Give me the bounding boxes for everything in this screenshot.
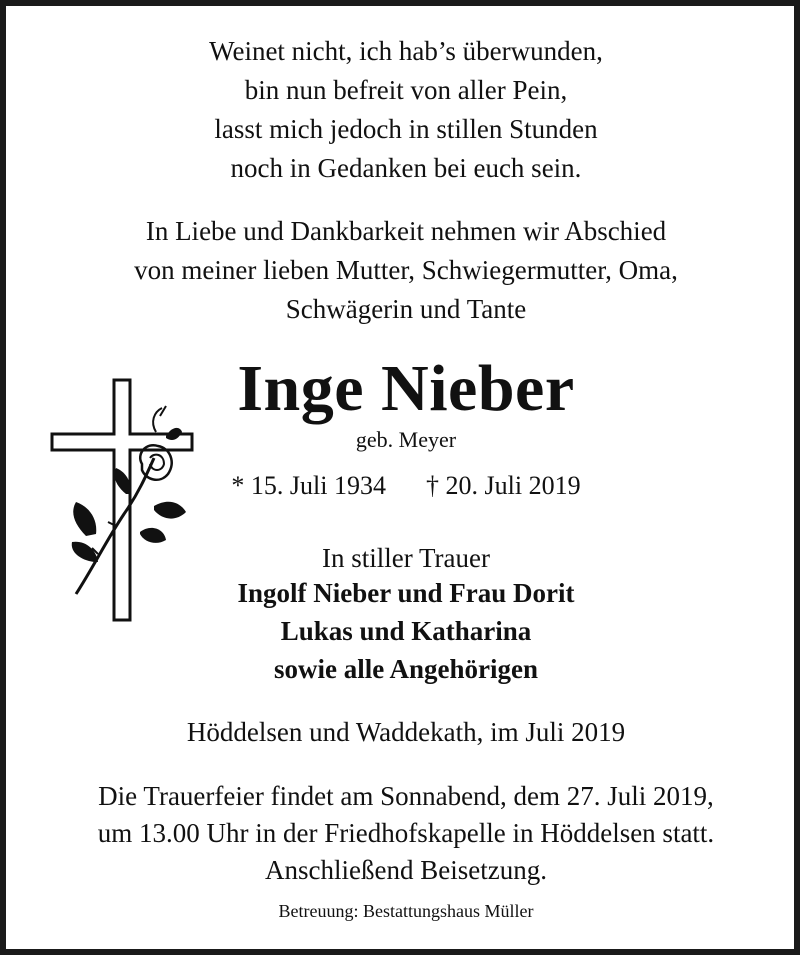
poem-line: lasst mich jedoch in stillen Stunden [214, 114, 598, 144]
mourners-list [106, 574, 706, 688]
intro-line: von meiner lieben Mutter, Schwiegermutter, Oma, [134, 255, 678, 285]
service-line: um 13.00 Uhr in der Friedhofskapelle in Höddelsen statt. [97, 818, 715, 848]
intro-line: In Liebe und Dankbarkeit nehmen wir Abschied [145, 216, 667, 246]
mourner-line: sowie alle Angehörigen [274, 654, 538, 684]
service-line: Die Trauerfeier findet am Sonnabend, dem 27. Juli 2019, [98, 781, 714, 811]
funeral-service-info [6, 778, 800, 889]
mourner-line: Lukas und Katharina [280, 616, 532, 646]
death-date: † 20. Juli 2019 [426, 471, 581, 500]
service-line: Anschließend Beisetzung. [265, 855, 547, 885]
poem [6, 32, 800, 188]
poem-line: noch in Gedanken bei euch sein. [230, 153, 582, 183]
birth-date: * 15. Juli 1934 [231, 471, 386, 500]
mourning-title: In stiller Trauer [322, 543, 490, 573]
farewell-intro [6, 212, 800, 329]
maiden-name: geb. Meyer [355, 427, 457, 452]
poem-line: Weinet nicht, ich hab’s überwunden, [209, 36, 603, 66]
funeral-home-credit: Betreuung: Bestattungshaus Müller [278, 901, 534, 921]
mourner-line: Ingolf Nieber und Frau Dorit [237, 578, 575, 608]
intro-line: Schwägerin und Tante [285, 294, 527, 324]
poem-line: bin nun befreit von aller Pein, [244, 75, 568, 105]
deceased-name: Inge Nieber [237, 352, 575, 425]
place-and-date: Höddelsen und Waddekath, im Juli 2019 [186, 717, 626, 747]
life-dates [186, 468, 626, 504]
